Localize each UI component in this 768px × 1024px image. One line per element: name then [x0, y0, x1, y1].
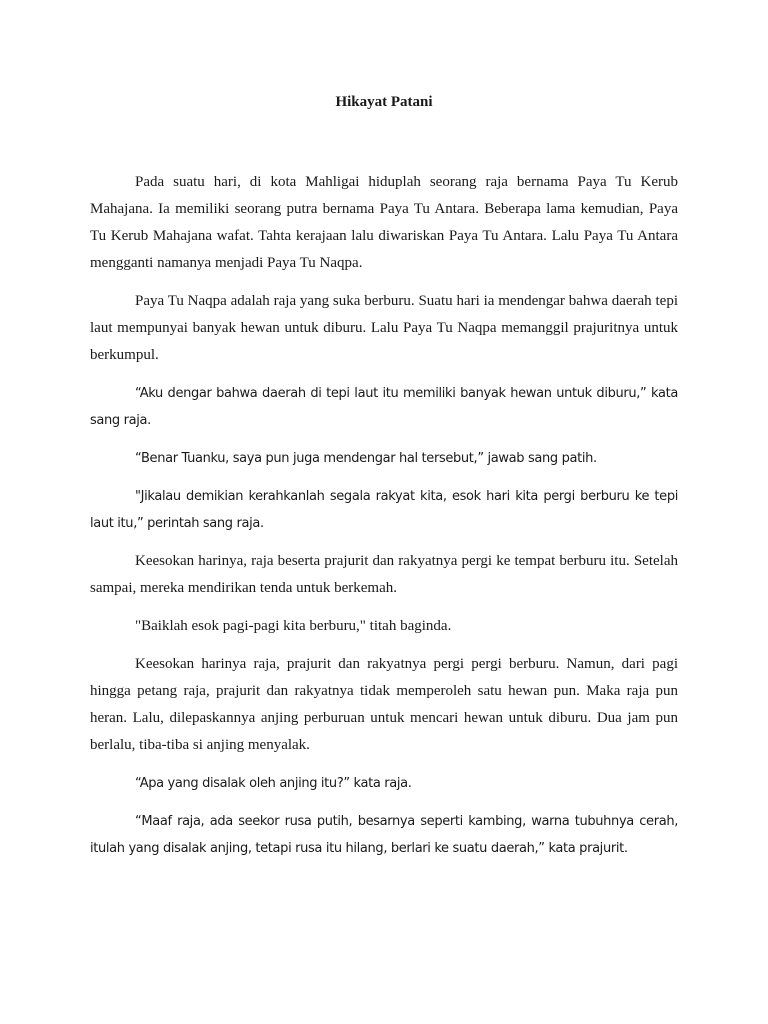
document-body: [90, 169, 678, 873]
dialogue-paragraph: "Baiklah esok pagi-pagi kita berburu," titah baginda.: [135, 618, 452, 634]
dialogue-paragraph: “Maaf raja, ada seekor rusa putih, besarnya seperti kambing, warna tubuhnya cerah, itulah yang disalak anjing, tetapi rusa itu hilang, berlari ke suatu daerah,” kata prajurit.: [90, 814, 678, 856]
paragraph: Keesokan harinya raja, prajurit dan rakyatnya pergi pergi berburu. Namun, dari pagi hingga petang raja, prajurit dan rakyatnya tidak memperoleh satu hewan pun. Maka raja pun heran. Lalu, dilepaskannya anjing perburuan untuk mencari hewan untuk diburu. Dua jam pun berlalu, tiba-tiba si anjing menyalak.: [90, 656, 678, 753]
paragraph: Keesokan harinya, raja beserta prajurit dan rakyatnya pergi ke tempat berburu itu. Setelah sampai, mereka mendirikan tenda untuk berkemah.: [90, 553, 678, 596]
dialogue-paragraph: “Apa yang disalak oleh anjing itu?” kata raja.: [135, 776, 412, 791]
dialogue-paragraph: “Aku dengar bahwa daerah di tepi laut itu memiliki banyak hewan untuk diburu,” kata sang raja.: [90, 386, 678, 428]
dialogue-paragraph: “Benar Tuanku, saya pun juga mendengar hal tersebut,” jawab sang patih.: [135, 451, 597, 466]
document-title: Hikayat Patani: [335, 94, 433, 110]
dialogue-paragraph: "Jikalau demikian kerahkanlah segala rakyat kita, esok hari kita pergi berburu ke tepi laut itu,” perintah sang raja.: [90, 489, 678, 531]
paragraph: Pada suatu hari, di kota Mahligai hiduplah seorang raja bernama Paya Tu Kerub Mahajana. Ia memiliki seorang putra bernama Paya Tu Antara. Beberapa lama kemudian, Paya Tu Kerub Mahajana wafat. Tahta kerajaan lalu diwariskan Paya Tu Antara. Lalu Paya Tu Antara mengganti namanya menjadi Paya Tu Naqpa.: [90, 174, 678, 271]
paragraph: Paya Tu Naqpa adalah raja yang suka berburu. Suatu hari ia mendengar bahwa daerah tepi laut mempunyai banyak hewan untuk diburu. Lalu Paya Tu Naqpa memanggil prajuritnya untuk berkumpul.: [90, 293, 678, 363]
